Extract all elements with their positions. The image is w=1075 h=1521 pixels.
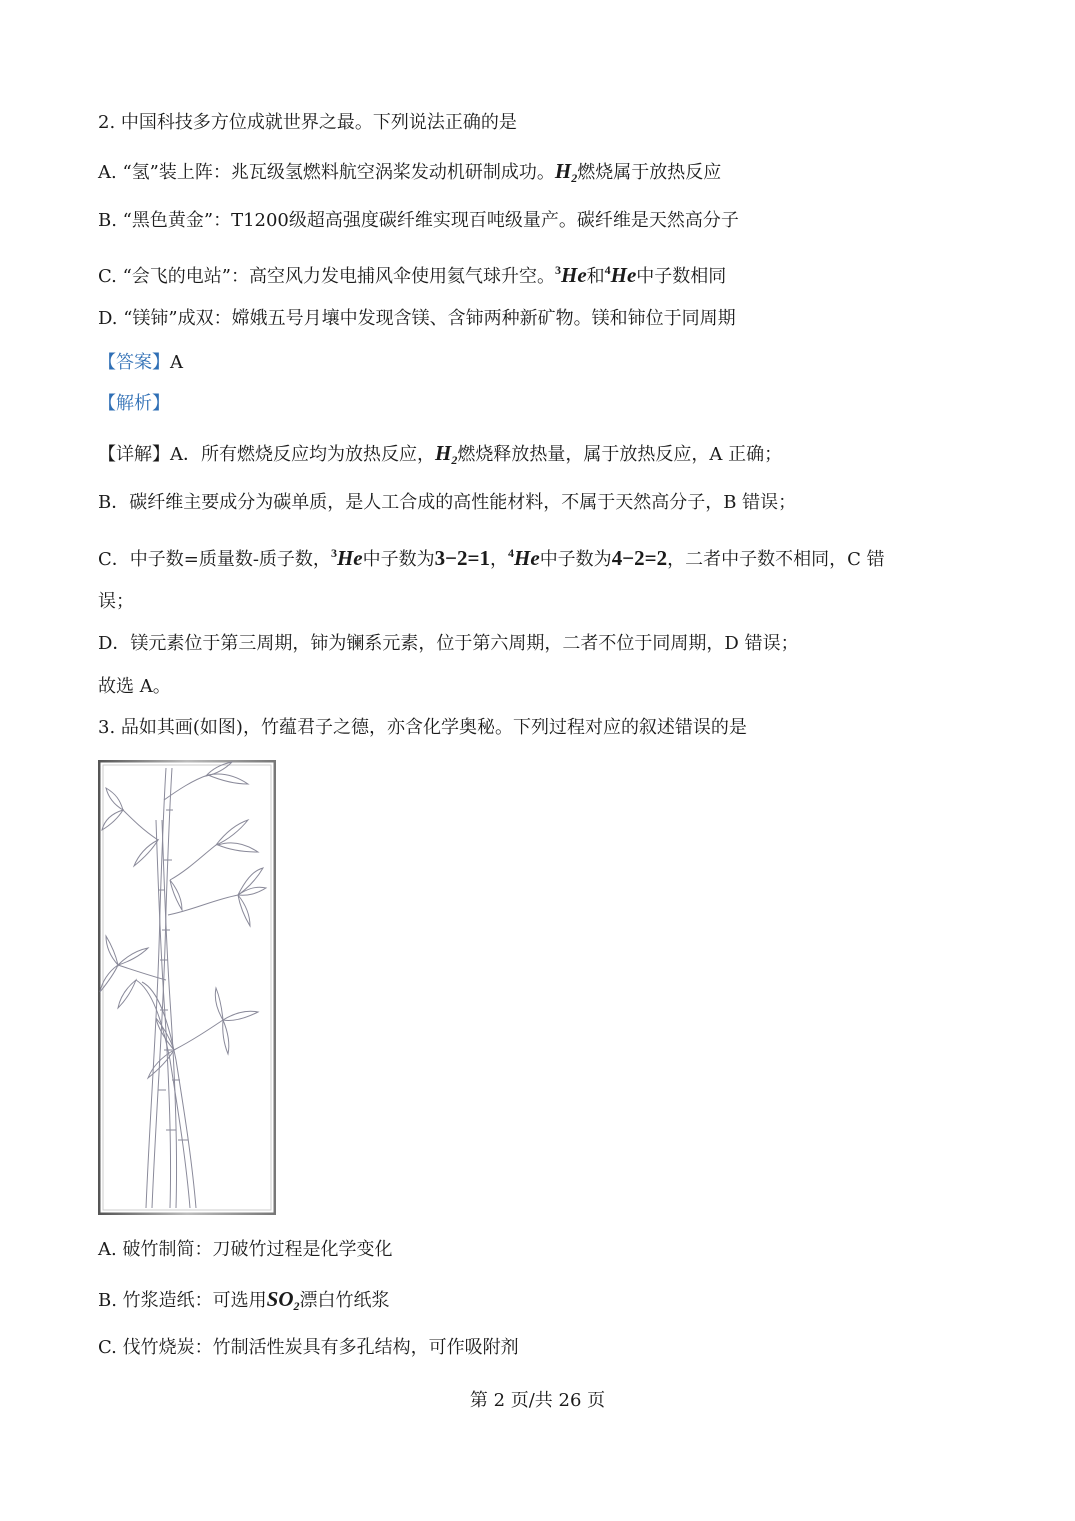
q2-option-c [98,257,726,290]
detail-c-equation-2: 4−2=2 [611,546,668,570]
detail-c-neutron-label-2: 中子数为 [539,549,612,570]
q3-option-c: C. 伐竹烧炭：竹制活性炭具有多孔结构，可作吸附剂 [98,1337,519,1358]
q2-option-a-text: A. “氢”装上阵：兆瓦级氢燃料航空涡桨发动机研制成功。 [98,162,555,183]
detail-a-tail: 燃烧释放热量，属于放热反应，A 正确； [457,444,783,465]
page-footer: 第 2 页/共 26 页 [469,1390,606,1411]
detail-c-comma: ， [490,549,509,570]
analysis-label: 【解析】 [98,393,170,414]
q2-option-a [98,158,721,191]
detail-he3-symbol: He [336,546,363,570]
he3-symbol: He [560,263,587,287]
q2-option-a-tail: 燃烧属于放热反应 [577,162,722,183]
q3-option-b-tail: 漂白竹纸浆 [299,1290,390,1311]
he3-mass: 3 [554,263,561,277]
q3-stem: 3. 品如其画(如图)，竹蕴君子之德，亦含化学奥秘。下列过程对应的叙述错误的是 [98,717,747,738]
detail-he4-symbol: He [514,546,540,570]
answer-value: A [170,352,183,373]
bamboo-figure [98,760,276,1215]
detail-a [98,440,782,473]
detail-c [98,540,885,573]
detail-a-text: A．所有燃烧反应均为放热反应， [170,444,435,465]
answer-line [98,350,183,376]
q2-option-c-and: 和 [586,266,605,287]
detail-c-tail: ，二者中子数不相同，C 错 [667,549,885,570]
analysis-tag [98,391,170,417]
detail-d: D．镁元素位于第三周期，铈为镧系元素，位于第六周期，二者不位于同周期，D 错误； [98,633,799,654]
detail-c-equation-1: 3−2=1 [434,546,491,570]
conclusion: 故选 A。 [98,676,171,697]
q2-option-d: D. “镁铈”成双：嫦娥五号月壤中发现含镁、含铈两种新矿物。镁和铈位于同周期 [98,308,736,329]
q3-option-b-text: B. 竹浆造纸：可选用 [98,1290,267,1311]
detail-b: B．碳纤维主要成分为碳单质，是人工合成的高性能材料，不属于天然高分子，B 错误； [98,492,797,513]
detail-c-wrap: 误； [98,591,134,612]
detail-formula-h2: $H_2$ [435,441,458,467]
q2-stem: 2. 中国科技多方位成就世界之最。下列说法正确的是 [98,112,517,133]
q2-option-c-text: C. “会飞的电站”：高空风力发电捕风伞使用氦气球升空。 [98,266,555,287]
q2-option-b: B. “黑色黄金”：T1200级超高强度碳纤维实现百吨级量产。碳纤维是天然高分子 [98,210,739,231]
formula-h2: $H_2$ [554,159,578,185]
q3-option-b [98,1286,390,1319]
formula-so2: $SO_2$ [266,1287,300,1313]
he4-mass: 4 [604,263,611,277]
detail-tag: 【详解】 [98,444,170,465]
he4-symbol: He [610,263,637,287]
q3-option-a: A. 破竹制简：刀破竹过程是化学变化 [98,1239,393,1260]
detail-c-neutron-label-1: 中子数为 [362,549,435,570]
q2-option-c-tail: 中子数相同 [636,266,727,287]
detail-he4-mass: 4 [508,546,515,560]
detail-c-text: C．中子数=质量数-质子数， [98,549,331,570]
answer-tag: 【答案】 [98,352,170,373]
detail-he3-mass: 3 [330,546,337,560]
